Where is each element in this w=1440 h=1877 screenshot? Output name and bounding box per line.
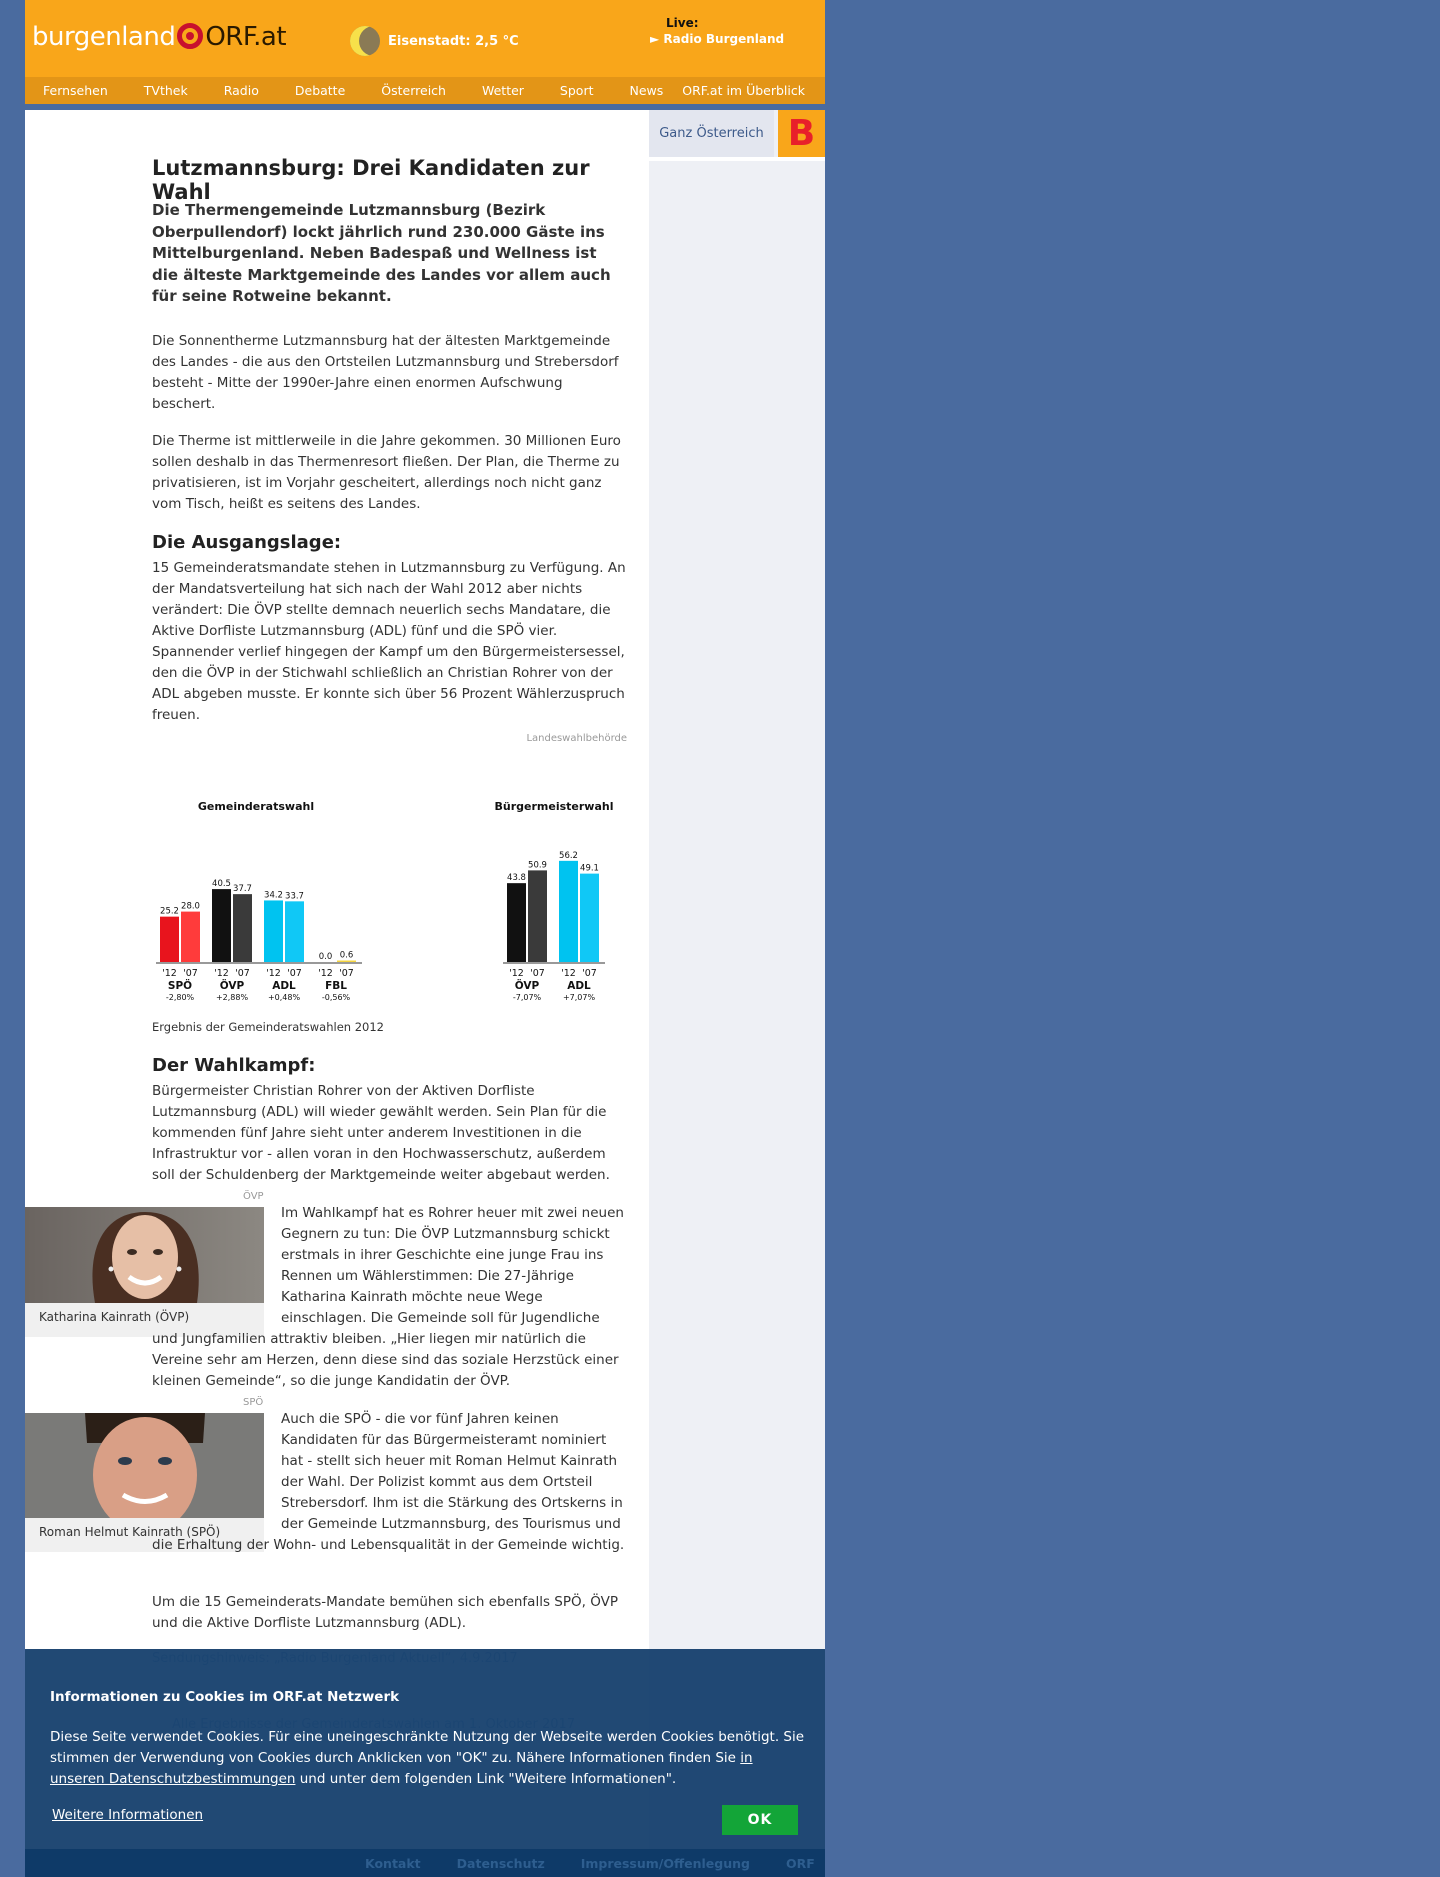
footer-link-orf[interactable]: ORF bbox=[785, 1855, 815, 1871]
change-label: -0,56% bbox=[321, 993, 351, 1002]
change-label: +2,88% bbox=[215, 993, 249, 1002]
state-letter: B bbox=[787, 113, 816, 154]
cookie-text-after: und unter dem folgenden Link "Weitere Informationen". bbox=[295, 1771, 677, 1787]
nav-item-oesterreich[interactable]: Österreich bbox=[381, 83, 446, 98]
bar-value-label: 28.0 bbox=[181, 901, 200, 912]
chart-svg bbox=[152, 790, 627, 1010]
heading-wahlkampf: Der Wahlkampf: bbox=[152, 1055, 316, 1076]
chart-caption: Ergebnis der Gemeinderatswahlen 2012 bbox=[152, 1020, 384, 1034]
main-nav bbox=[25, 77, 825, 104]
election-chart bbox=[152, 790, 627, 1010]
weather-widget[interactable] bbox=[350, 26, 519, 56]
nav-item-radio[interactable]: Radio bbox=[223, 83, 259, 98]
bar-value-label: 50.9 bbox=[528, 860, 547, 871]
orf-eye-icon bbox=[177, 23, 203, 49]
category-label: ADL bbox=[272, 980, 296, 992]
photo1-caption: Katharina Kainrath (ÖVP) bbox=[39, 1310, 190, 1324]
change-label: +7,07% bbox=[562, 993, 596, 1002]
live-radio[interactable] bbox=[650, 15, 784, 47]
nav-item-news[interactable]: News bbox=[629, 83, 664, 98]
live-label: Live: bbox=[666, 16, 699, 30]
change-label: -2,80% bbox=[165, 993, 195, 1002]
category-label: FBL bbox=[325, 980, 347, 992]
bar-value-label: 33.7 bbox=[285, 891, 304, 902]
more-info-link[interactable]: Weitere Informationen bbox=[52, 1807, 204, 1823]
right-column bbox=[649, 110, 825, 1877]
footer-link-datenschutz[interactable]: Datenschutz bbox=[456, 1855, 545, 1871]
nav-item-sport[interactable]: Sport bbox=[559, 83, 594, 98]
x-tick-label: '12 bbox=[561, 968, 576, 979]
bar-adl-1 bbox=[580, 874, 599, 962]
nav-item-tvthek[interactable]: TVthek bbox=[143, 83, 188, 98]
cookie-title: Informationen zu Cookies im ORF.at Netzwerk bbox=[50, 1689, 400, 1705]
footer-link-impressum[interactable]: Impressum/Offenlegung bbox=[580, 1855, 750, 1871]
chart-title-0: Gemeinderatswahl bbox=[197, 800, 315, 813]
nav-orf-overview[interactable]: ORF.at im Überblick bbox=[682, 83, 805, 98]
category-label: ADL bbox=[567, 980, 591, 992]
bar-value-label: 43.8 bbox=[507, 873, 526, 884]
bar-value-label: 40.5 bbox=[212, 879, 231, 890]
play-icon: ► bbox=[650, 32, 660, 46]
x-tick-label: '12 bbox=[214, 968, 229, 979]
footer-links bbox=[25, 1849, 825, 1877]
bar-adl-0 bbox=[559, 861, 578, 962]
category-label: ÖVP bbox=[514, 980, 540, 992]
heading-ausgangslage: Die Ausgangslage: bbox=[152, 532, 342, 553]
bar-value-label: 56.2 bbox=[559, 850, 578, 861]
x-tick-label: '12 bbox=[266, 968, 281, 979]
p5-text: Im Wahlkampf hat es Rohrer heuer mit zwei neuen Gegnern zu tun: Die ÖVP Lutzmannsburg schickt erstmals in ihrer Geschichte eine junge Frau ins Rennen um Wählerstimmen: Die 27-Jährige Katharina Kainrath möchte neue Wege einschlagen. Die Gemeinde soll für Jugendliche und Jungfamilien attraktiv bleiben. „Hier liegen mir natürlich die Vereine sehr am Herzen, denn diese sind das soziale Herzstück einer kleinen Gemeinde“, so die junge Kandidatin der ÖVP. bbox=[152, 1205, 624, 1389]
bar-value-label: 25.2 bbox=[160, 906, 179, 917]
footer-link-kontakt[interactable]: Kontakt bbox=[365, 1855, 421, 1871]
x-tick-label: '07 bbox=[582, 968, 597, 979]
tab-divider bbox=[649, 157, 825, 161]
privacy-link[interactable]: in unseren Datenschutzbestimmungen bbox=[50, 1750, 753, 1787]
paragraph-3: 15 Gemeinderatsmandate stehen in Lutzmannsburg zu Verfügung. An der Mandatsverteilung hat sich nach der Wahl 2012 aber nichts verändert: Die ÖVP stellte demnach neuerlich sechs Mandatare, die Aktive Dorfliste Lutzmannsburg (ADL) fünf und die SPÖ vier. Spannender verlief hingegen der Kampf um den Bürgermeistersessel, den die ÖVP in der Stichwahl schließlich an Christian Rohrer von der ADL abgeben musste. Er konnte sich über 56 Prozent Wählerzuspruch freuen. bbox=[152, 560, 626, 723]
change-label: +0,48% bbox=[267, 993, 301, 1002]
x-tick-label: '07 bbox=[339, 968, 354, 979]
article-lead: Die Thermengemeinde Lutzmannsburg (Bezirk Oberpullendorf) lockt jährlich rund 230.000 Gäste ins Mittelburgenland. Neben Badespaß und Wellness ist die älteste Marktgemeinde des Landes vor allem auch für seine Rotweine bekannt. bbox=[152, 201, 611, 305]
paragraph-4: Bürgermeister Christian Rohrer von der Aktiven Dorfliste Lutzmannsburg (ADL) will wieder gewählt werden. Sein Plan für die kommenden fünf Jahre sieht unter anderem Investitionen in die Infrastruktur vor - allen voran in den Hochwasserschutz, außerdem soll der Schuldenberg der Marktgemeinde weiter abgebaut werden. bbox=[152, 1083, 610, 1183]
bar-adl-1 bbox=[285, 901, 304, 962]
bar-value-label: 0.0 bbox=[318, 952, 333, 962]
paragraph-6 bbox=[152, 1409, 627, 1556]
live-station: Radio Burgenland bbox=[663, 32, 785, 46]
category-label: ÖVP bbox=[219, 980, 245, 992]
brand-name: burgenland bbox=[32, 22, 176, 52]
site-header bbox=[25, 0, 825, 104]
x-tick-label: '07 bbox=[530, 968, 545, 979]
moon-icon bbox=[350, 26, 380, 56]
cookie-text bbox=[50, 1727, 810, 1790]
bar-adl-0 bbox=[264, 900, 283, 962]
nav-item-debatte[interactable]: Debatte bbox=[294, 83, 346, 98]
photo-float-spacer bbox=[152, 1203, 281, 1329]
category-label: SPÖ bbox=[167, 980, 193, 992]
cookie-text-before: Diese Seite verwendet Cookies. Für eine uneingeschränkte Nutzung der Webseite werden Cookies benötigt. Sie stimmen der Verwendung von Cookies durch Anklicken von "OK" zu. Nähere Informationen finden Sie bbox=[50, 1729, 805, 1766]
bar-övp-1 bbox=[233, 894, 252, 962]
x-tick-label: '12 bbox=[509, 968, 524, 979]
nav-item-fernsehen[interactable]: Fernsehen bbox=[43, 83, 108, 98]
burgenland-b-logo[interactable] bbox=[778, 110, 825, 157]
chart-title-1: Bürgermeisterwahl bbox=[494, 800, 614, 813]
bar-spö-1 bbox=[181, 912, 200, 962]
photo2-source: SPÖ bbox=[243, 1397, 264, 1408]
chart-source: Landeswahlbehörde bbox=[526, 733, 627, 744]
orf-burgenland-logo[interactable] bbox=[32, 22, 286, 52]
tab-ganz-oesterreich[interactable]: Ganz Österreich bbox=[649, 110, 774, 157]
bar-value-label: 37.7 bbox=[233, 884, 252, 895]
nav-item-wetter[interactable]: Wetter bbox=[481, 83, 524, 98]
bar-fbl-1 bbox=[337, 961, 356, 963]
paragraph-2: Die Therme ist mittlerweile in die Jahre gekommen. 30 Millionen Euro sollen deshalb in das Thermenresort fließen. Der Plan, die Therme zu privatisieren, ist im Vorjahr gescheitert, allerdings noch nicht ganz vom Tisch, heißt es seitens des Landes. bbox=[152, 433, 621, 512]
photo2-caption: Roman Helmut Kainrath (SPÖ) bbox=[39, 1525, 221, 1539]
brand-orf: ORF.at bbox=[205, 22, 287, 52]
article-title: Lutzmannsburg: Drei Kandidaten zur Wahl bbox=[152, 156, 590, 204]
x-tick-label: '07 bbox=[183, 968, 198, 979]
change-label: -7,07% bbox=[512, 993, 542, 1002]
bar-value-label: 0.6 bbox=[339, 950, 354, 961]
x-tick-label: '07 bbox=[287, 968, 302, 979]
x-tick-label: '12 bbox=[162, 968, 177, 979]
bar-övp-0 bbox=[507, 883, 526, 962]
paragraph-1: Die Sonnentherme Lutzmannsburg hat der ältesten Marktgemeinde des Landes - die aus den Ortsteilen Lutzmannsburg und Strebersdorf besteht - Mitte der 1990er-Jahre einen enormen Aufschwung beschert. bbox=[152, 333, 619, 412]
p6-text: Auch die SPÖ - die vor fünf Jahren keinen Kandidaten für das Bürgermeisteramt nominiert hat - stellt sich heuer mit Roman Helmut Kainrath der Wahl. Der Polizist kommt aus dem Ortsteil Strebersdorf. Ihm ist die Stärkung des Ortskerns in der Gemeinde Lutzmannsburg, des Tourismus und die Erhaltung der Wohn- und Lebensqualität in der Gemeinde wichtig. bbox=[152, 1411, 625, 1553]
bar-övp-1 bbox=[528, 870, 547, 962]
cookie-ok-button[interactable]: OK bbox=[722, 1805, 798, 1835]
bar-value-label: 49.1 bbox=[580, 863, 599, 874]
bar-spö-0 bbox=[160, 917, 179, 962]
photo-float-spacer bbox=[152, 1409, 281, 1535]
x-tick-label: '12 bbox=[318, 968, 333, 979]
header-bar bbox=[25, 0, 825, 77]
paragraph-5 bbox=[152, 1203, 627, 1392]
bar-value-label: 34.2 bbox=[264, 890, 283, 901]
bar-övp-0 bbox=[212, 889, 231, 962]
weather-text: Eisenstadt: 2,5 °C bbox=[388, 33, 519, 49]
cookie-banner bbox=[25, 1649, 825, 1877]
paragraph-7: Um die 15 Gemeinderats-Mandate bemühen sich ebenfalls SPÖ, ÖVP und die Aktive Dorfliste Lutzmannsburg (ADL). bbox=[152, 1594, 618, 1631]
photo1-source: ÖVP bbox=[243, 1191, 264, 1202]
x-tick-label: '07 bbox=[235, 968, 250, 979]
